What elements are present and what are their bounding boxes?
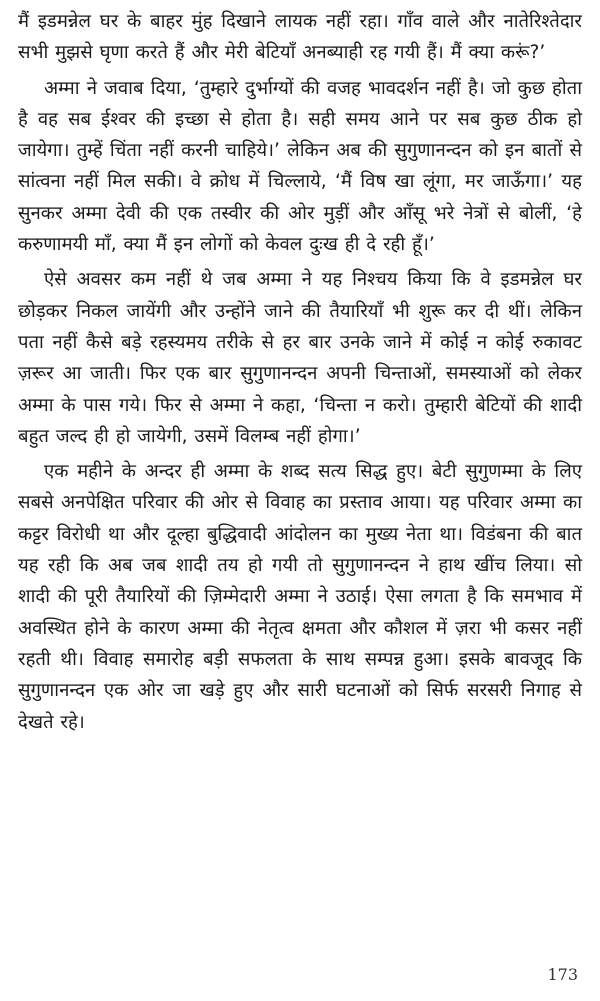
- paragraph-marriage: एक महीने के अन्दर ही अम्मा के शब्द सत्य सिद्ध हुए। बेटी सुगुणम्मा के लिए सबसे अनपेक्षित परिवार की ओर से विवाह का प्रस्ताव आया। यह परिवार अम्मा का कट्टर विरोधी था और दूल्हा बुद्धिवादी आंदोलन का मुख्य नेता था। विडंबना की बात यह रही कि अब जब शादी तय हो गयी तो सुगुणानन्दन ने हाथ खींच लिया। सो शादी की पूरी तैयारियों की ज़िम्मेदारी अम्मा ने उठाई। ऐसा लगता है कि समभाव में अवस्थित होने के कारण अम्मा की नेतृत्व क्षमता और कौशल में ज़रा भी कसर नहीं रहती थी। विवाह समारोह बड़ी सफलता के साथ सम्पन्न हुआ। इसके बावजूद कि सुगुणानन्दन एक ओर जा खड़े हुए और सारी घटनाओं को सिर्फ सरसरी निगाह से देखते रहे।: [18, 461, 582, 733]
- page-number: 173: [547, 965, 578, 984]
- paragraph-leaving-attempts: ऐसे अवसर कम नहीं थे जब अम्मा ने यह निश्चय किया कि वे इडमन्नेल घर छोड़कर निकल जायेंगी और उन्होंने जाने की तैयारियाँ भी शुरू कर दी थीं। लेकिन पता नहीं कैसे बड़े रहस्यमय तरीके से हर बार उनके जाने में कोई न कोई रुकावट ज़रूर आ जाती। फिर एक बार सुगुणानन्दन अपनी चिन्ताओं, समस्याओं को लेकर अम्मा के पास गये। फिर से अम्मा ने कहा, ‘चिन्ता न करो। तुम्हारी बेटियों की शादी बहुत जल्द ही हो जायेगी, उसमें विलम्ब नहीं होगा।’: [18, 269, 582, 447]
- paragraph-continued: मैं इडमन्नेल घर के बाहर मुंह दिखाने लायक नहीं रहा। गाँव वाले और नातेरिश्तेदार सभी मुझसे घृणा करते हैं और मेरी बेटियाँ अनब्याही रह गयी हैं। मैं क्या करूं?’: [18, 11, 582, 64]
- paragraph-amma-reply: अम्मा ने जवाब दिया, ‘तुम्हारे दुर्भाग्यों की वजह भावदर्शन नहीं है। जो कुछ होता है वह सब ईश्वर की इच्छा से होता है। सही समय आने पर सब कुछ ठीक हो जायेगा। तुम्हें चिंता नहीं करनी चाहिये।’ लेकिन अब की सुगुणानन्दन को इन बातों से सांत्वना नहीं मिल सकी। वे क्रोध में चिल्लाये, ‘मैं विष खा लूंगा, मर जाऊँगा।’ यह सुनकर अम्मा देवी की एक तस्वीर की ओर मुड़ीं और आँसू भरे नेत्रों से बोलीं, ‘हे करुणामयी माँ, क्या मैं इन लोगों को केवल दुःख ही दे रही हूँ।’: [18, 77, 582, 256]
